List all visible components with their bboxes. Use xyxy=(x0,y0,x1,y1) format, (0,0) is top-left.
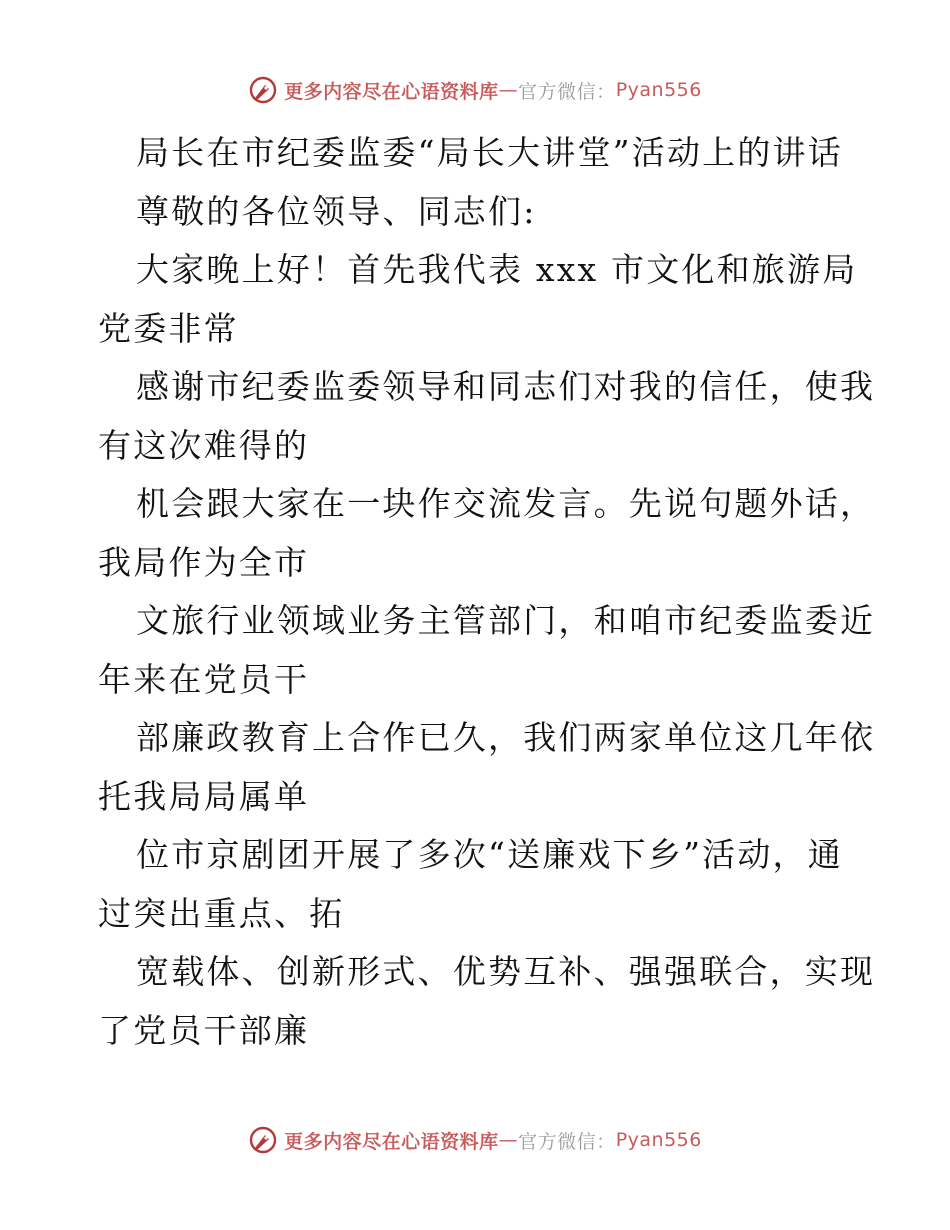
paragraph-line: 有这次难得的 xyxy=(98,425,310,465)
paragraph-line: 过突出重点、拓 xyxy=(98,893,345,933)
paragraph-line: 位市京剧团开展了多次“送廉戏下乡”活动，通 xyxy=(136,835,843,874)
banner-main-text: 更多内容尽在心语资料库 xyxy=(284,80,499,103)
paragraph-line: 大家晚上好！首先我代表 xxx 市文化和旅游局 xyxy=(136,250,858,289)
pen-nib-logo-icon xyxy=(248,1125,278,1155)
paragraph-line: 党委非常 xyxy=(98,308,239,348)
paragraph-line: 了党员干部廉 xyxy=(98,1010,310,1050)
banner-wechat-label: 官方微信： xyxy=(518,1130,616,1153)
paragraph-line: 部廉政教育上合作已久，我们两家单位这几年依 xyxy=(136,718,876,757)
salutation: 尊敬的各位领导、同志们: xyxy=(136,191,537,231)
document-title: 局长在市纪委监委“局长大讲堂”活动上的讲话 xyxy=(136,133,843,172)
banner-wechat-label: 官方微信： xyxy=(518,80,616,103)
paragraph-line: 感谢市纪委监委领导和同志们对我的信任，使我 xyxy=(136,367,876,406)
paragraph-line: 文旅行业领域业务主管部门，和咱市纪委监委近 xyxy=(136,601,876,640)
banner-separator: — xyxy=(498,79,519,101)
banner-wechat-id: Pyan556 xyxy=(615,1129,702,1151)
banner-main-text: 更多内容尽在心语资料库 xyxy=(284,1130,499,1153)
banner-wechat-id: Pyan556 xyxy=(615,79,702,101)
header-banner xyxy=(0,70,950,110)
paragraph-line: 宽载体、创新形式、优势互补、强强联合，实现 xyxy=(136,952,876,991)
pen-nib-logo-icon xyxy=(248,75,278,105)
paragraph-line: 我局作为全市 xyxy=(98,542,310,582)
paragraph-line: 托我局局属单 xyxy=(98,776,310,816)
paragraph-line: 年来在党员干 xyxy=(98,659,310,699)
document-body xyxy=(98,124,876,1060)
paragraph-line: 机会跟大家在一块作交流发言。先说句题外话， xyxy=(136,484,876,523)
banner-separator: — xyxy=(498,1129,519,1151)
footer-banner xyxy=(0,1120,950,1160)
